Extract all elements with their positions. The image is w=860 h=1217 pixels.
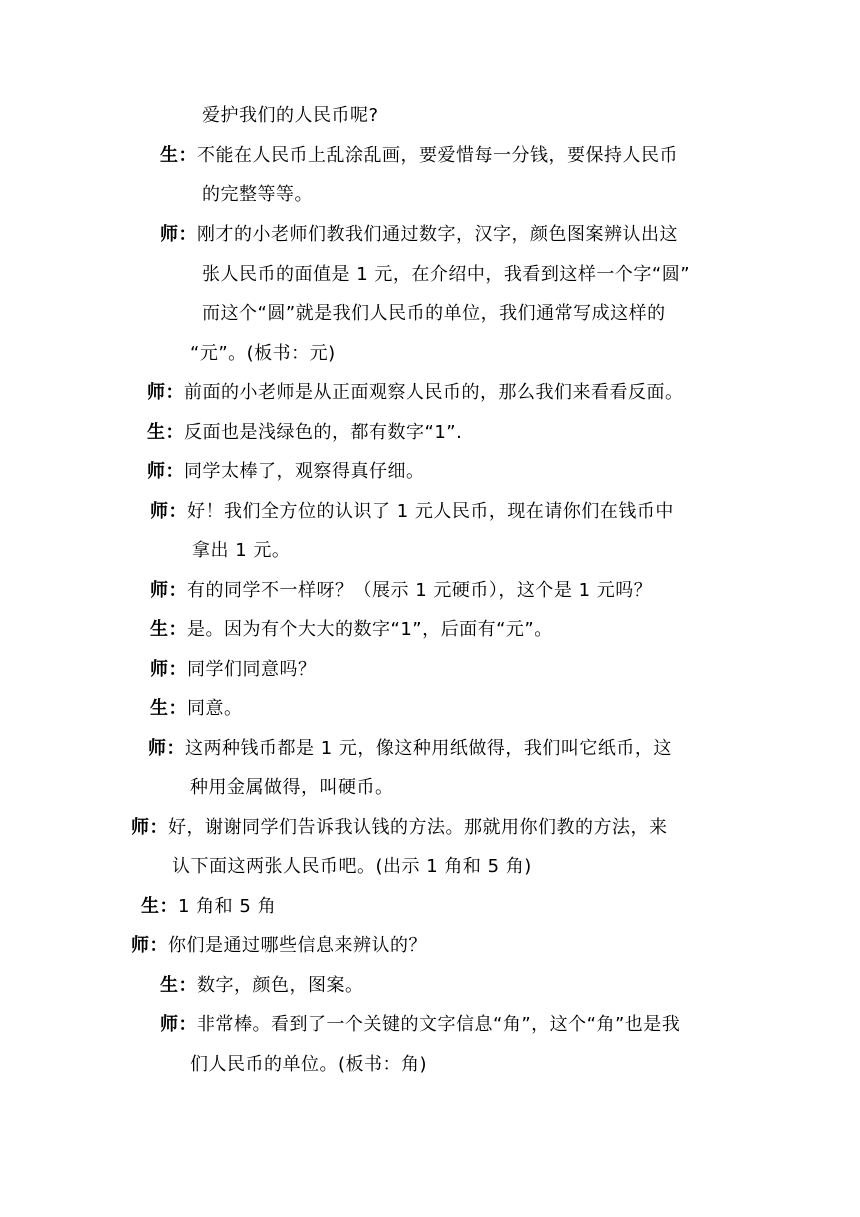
line-text: 是。因为有个大大的数字“1”，后面有“元”。 bbox=[187, 619, 553, 640]
dialogue-line bbox=[160, 974, 364, 998]
line-text: 非常棒。看到了一个关键的文字信息“角”，这个“角”也是我 bbox=[197, 1014, 681, 1035]
speaker-label: 生： bbox=[141, 896, 178, 917]
line-text: 你们是通过哪些信息来辨认的？ bbox=[168, 935, 427, 956]
dialogue-line bbox=[202, 183, 313, 207]
speaker-label: 师： bbox=[150, 501, 187, 522]
line-text: 爱护我们的人民币呢? bbox=[202, 105, 379, 126]
line-text: 张人民币的面值是 1 元，在介绍中，我看到这样一个字“圆” bbox=[202, 264, 691, 285]
line-text: 而这个“圆”就是我们人民币的单位，我们通常写成这样的 bbox=[202, 303, 666, 324]
line-text: 前面的小老师是从正面观察人民币的，那么我们来看看反面。 bbox=[184, 382, 684, 403]
line-text: 刚才的小老师们教我们通过数字，汉字，颜色图案辨认出这 bbox=[197, 224, 678, 245]
dialogue-line bbox=[150, 658, 317, 682]
speaker-label: 师： bbox=[160, 224, 197, 245]
line-text: 数字，颜色，图案。 bbox=[197, 975, 364, 996]
line-text: 们人民币的单位。(板书：角) bbox=[190, 1054, 428, 1075]
line-text: 的完整等等。 bbox=[202, 184, 313, 205]
speaker-label: 师： bbox=[150, 659, 187, 680]
dialogue-line bbox=[160, 1013, 680, 1037]
dialogue-line bbox=[172, 855, 532, 879]
dialogue-line bbox=[190, 1053, 427, 1077]
dialogue-line bbox=[147, 381, 684, 405]
speaker-label: 生： bbox=[147, 422, 184, 443]
line-text: 有的同学不一样呀？（展示 1 元硬币），这个是 1 元吗？ bbox=[187, 580, 653, 601]
speaker-label: 师： bbox=[160, 1014, 197, 1035]
line-text: “元”。(板书：元) bbox=[190, 343, 336, 364]
speaker-label: 生： bbox=[150, 619, 187, 640]
line-text: 好！我们全方位的认识了 1 元人民币，现在请你们在钱币中 bbox=[187, 501, 674, 522]
line-text: 同意。 bbox=[187, 698, 243, 719]
speaker-label: 生： bbox=[160, 145, 197, 166]
speaker-label: 师： bbox=[131, 817, 168, 838]
dialogue-line bbox=[150, 579, 652, 603]
speaker-label: 师： bbox=[147, 382, 184, 403]
dialogue-line bbox=[150, 500, 674, 524]
speaker-label: 生： bbox=[160, 975, 197, 996]
dialogue-line bbox=[192, 539, 290, 563]
line-text: 好，谢谢同学们告诉我认钱的方法。那就用你们教的方法，来 bbox=[168, 817, 668, 838]
line-text: 拿出 1 元。 bbox=[192, 540, 291, 561]
line-text: 同学们同意吗？ bbox=[187, 659, 317, 680]
dialogue-line bbox=[202, 263, 690, 287]
dialogue-line bbox=[150, 618, 553, 642]
dialogue-line bbox=[202, 104, 379, 128]
dialogue-line bbox=[141, 895, 276, 919]
speaker-label: 师： bbox=[148, 738, 185, 759]
dialogue-line bbox=[190, 342, 336, 366]
line-text: 这两种钱币都是 1 元，像这种用纸做得，我们叫它纸币，这 bbox=[185, 738, 672, 759]
line-text: 不能在人民币上乱涂乱画，要爱惜每一分钱，要保持人民币 bbox=[197, 145, 678, 166]
speaker-label: 生： bbox=[150, 698, 187, 719]
dialogue-line bbox=[131, 816, 668, 840]
speaker-label: 师： bbox=[150, 580, 187, 601]
dialogue-line bbox=[160, 144, 678, 168]
line-text: 种用金属做得，叫硬币。 bbox=[190, 777, 394, 798]
dialogue-line bbox=[147, 460, 425, 484]
line-text: 1 角和 5 角 bbox=[178, 896, 277, 917]
line-text: 同学太棒了，观察得真仔细。 bbox=[184, 461, 425, 482]
speaker-label: 师： bbox=[147, 461, 184, 482]
dialogue-line bbox=[131, 934, 427, 958]
line-text: 反面也是浅绿色的，都有数字“1”. bbox=[184, 422, 463, 443]
line-text: 认下面这两张人民币吧。(出示 1 角和 5 角) bbox=[172, 856, 532, 877]
dialogue-line bbox=[160, 223, 678, 247]
dialogue-line bbox=[202, 302, 666, 326]
dialogue-line bbox=[148, 737, 672, 761]
dialogue-line bbox=[147, 421, 462, 445]
dialogue-line bbox=[190, 776, 394, 800]
dialogue-line bbox=[150, 697, 243, 721]
speaker-label: 师： bbox=[131, 935, 168, 956]
